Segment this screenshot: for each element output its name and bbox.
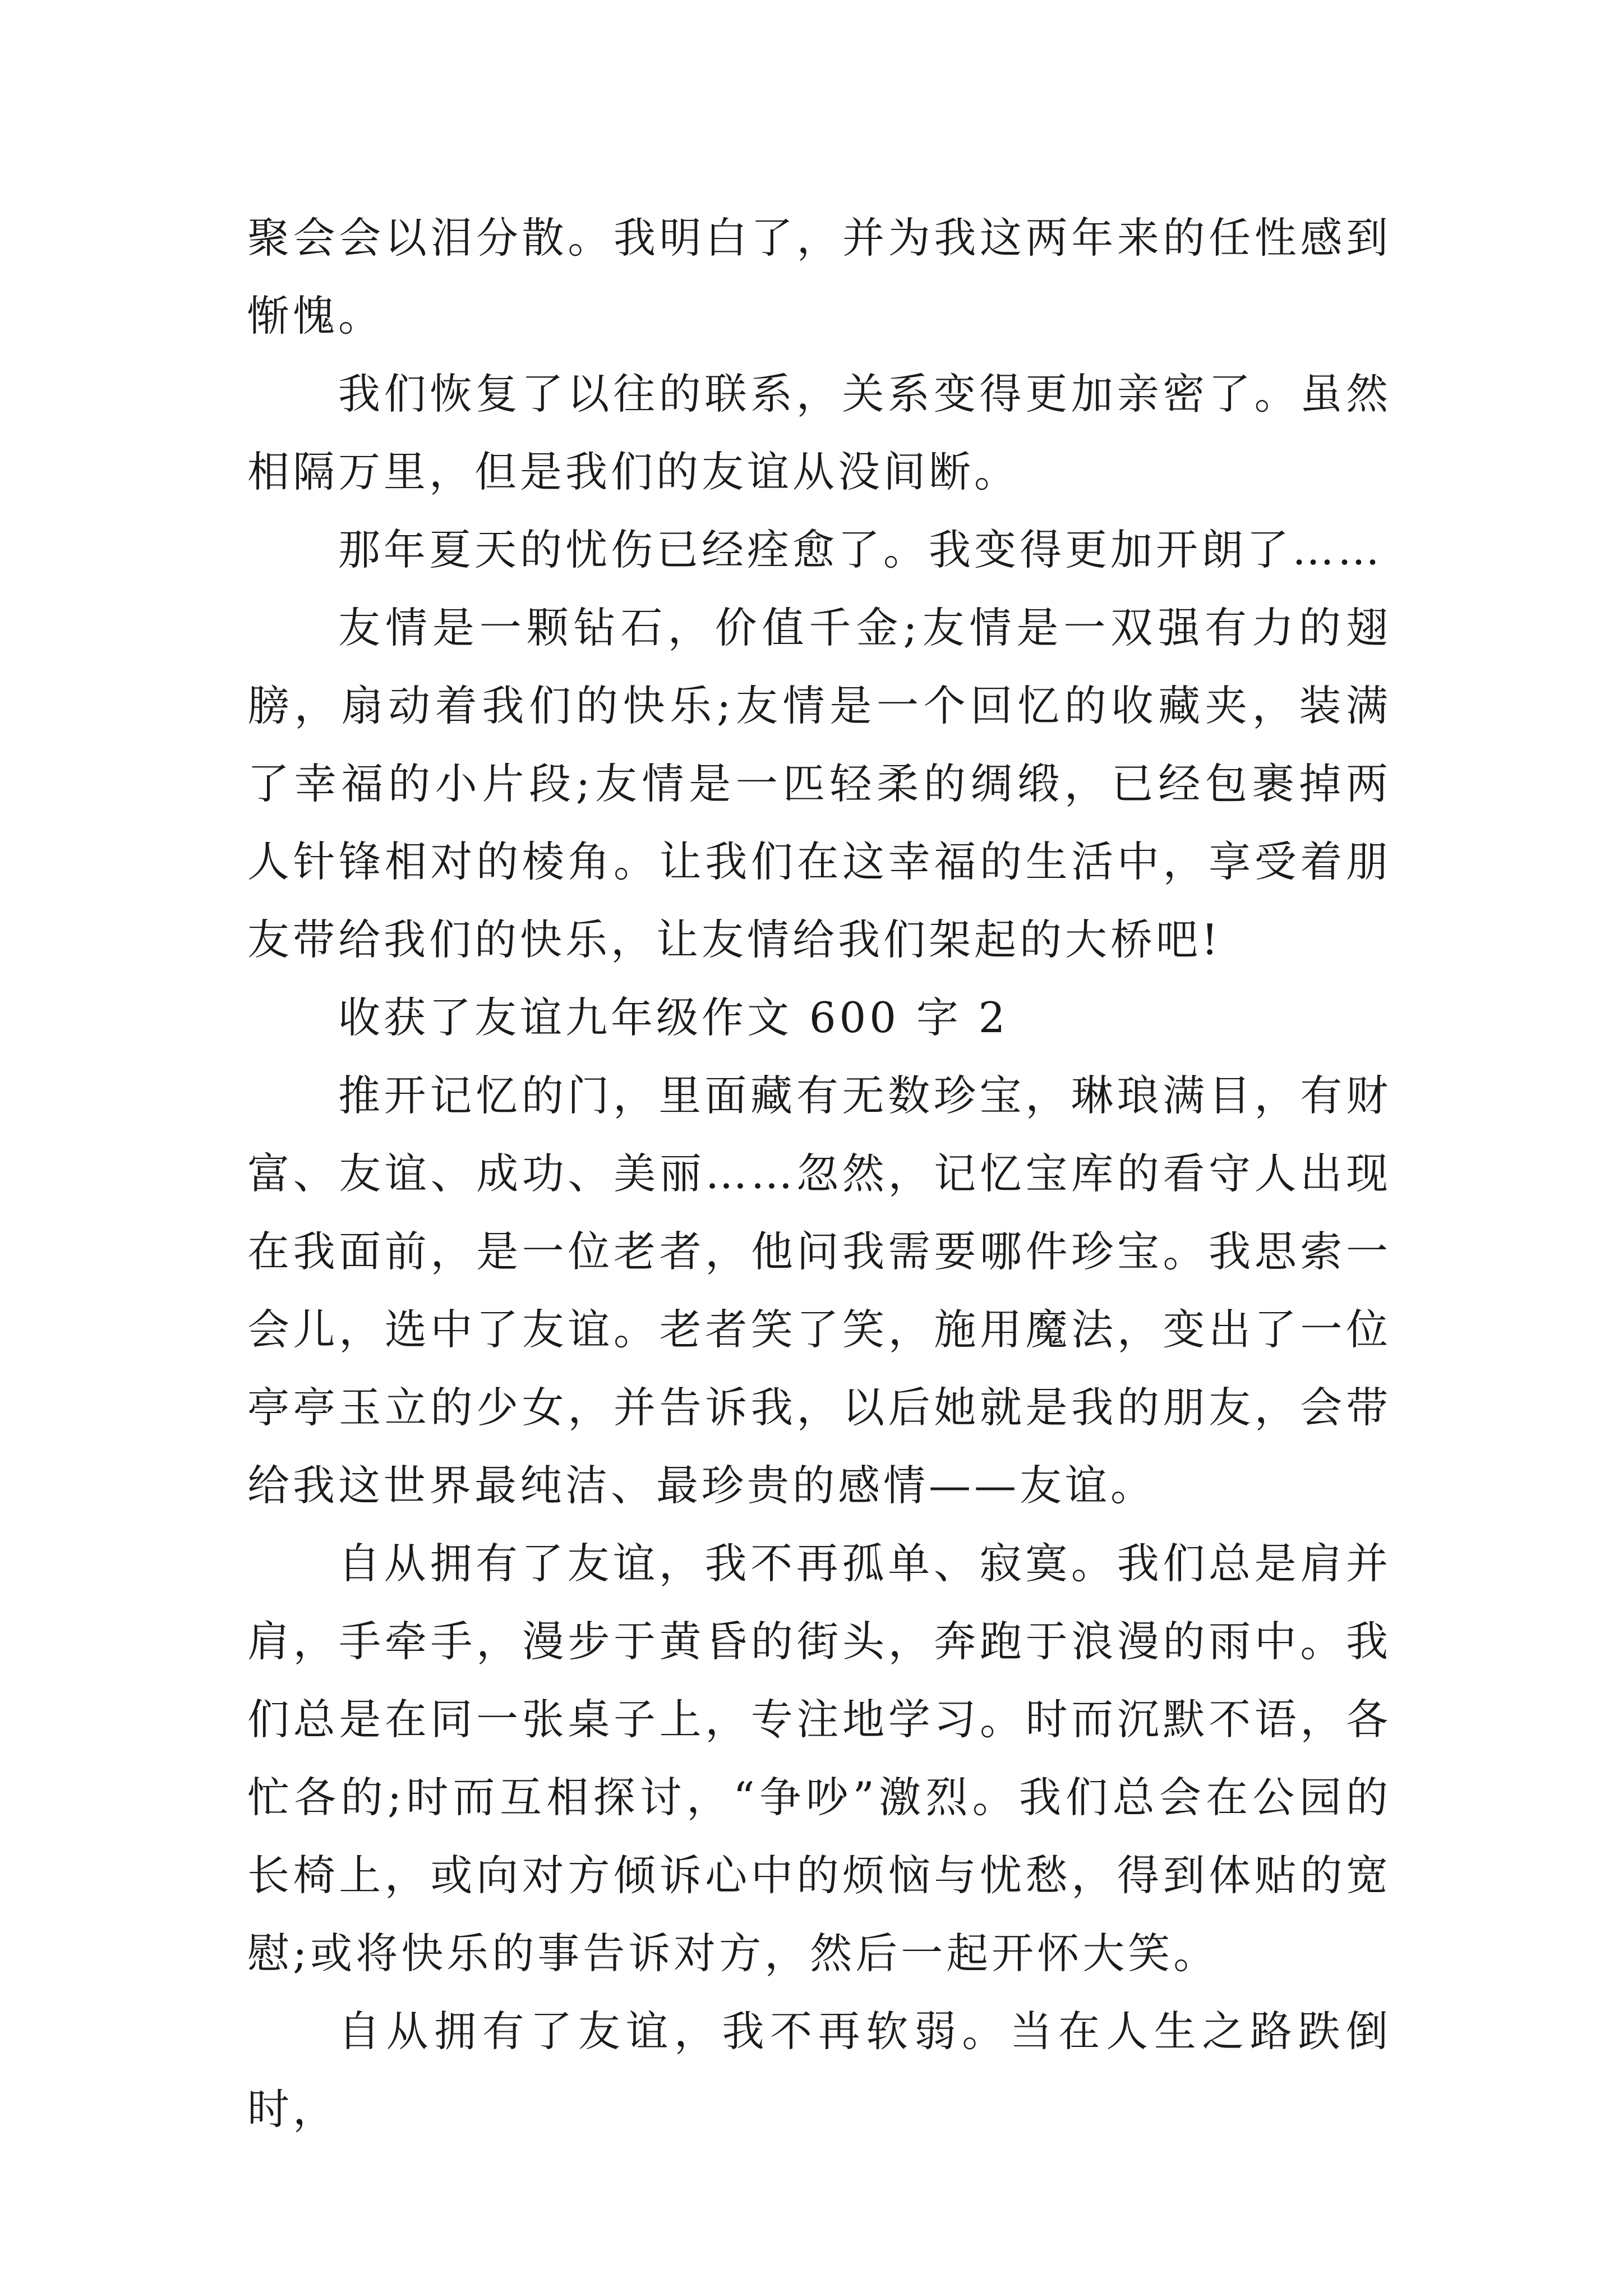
paragraph-6: 自从拥有了友谊，我不再孤单、寂寞。我们总是肩并肩，手牵手，漫步于黄昏的街头，奔跑于浪漫的雨中。我们总是在同一张桌子上，专注地学习。时而沉默不语，各忙各的;时而互相探讨，“争吵”激烈。我们总会在公园的长椅上，或向对方倾诉心中的烦恼与忧愁，得到体贴的宽慰;或将快乐的事告诉对方，然后一起开怀大笑。 [247,1539,1391,1978]
paragraph-2: 我们恢复了以往的联系，关系变得更加亲密了。虽然相隔万里，但是我们的友谊从没间断。 [247,369,1391,496]
paragraph-7: 自从拥有了友谊，我不再软弱。当在人生之路跌倒时， [247,2007,1391,2134]
document-body [247,199,1391,2148]
paragraph-1: 聚会会以泪分散。我明白了，并为我这两年来的任性感到惭愧。 [247,213,1391,341]
paragraph-5: 推开记忆的门，里面藏有无数珍宝，琳琅满目，有财富、友谊、成功、美丽……忽然，记忆宝库的看守人出现在我面前，是一位老者，他问我需要哪件珍宝。我思索一会儿，选中了友谊。老者笑了笑，施用魔法，变出了一位亭亭玉立的少女，并告诉我，以后她就是我的朋友，会带给我这世界最纯洁、最珍贵的感情——友谊。 [247,1071,1391,1510]
section-heading: 收获了友谊九年级作文 600 字 2 [338,993,1009,1042]
paragraph-3: 那年夏天的忧伤已经痊愈了。我变得更加开朗了…… [338,525,1384,574]
paragraph-4: 友情是一颗钻石，价值千金;友情是一双强有力的翅膀，扇动着我们的快乐;友情是一个回忆的收藏夹，装满了幸福的小片段;友情是一匹轻柔的绸缎，已经包裹掉两人针锋相对的棱角。让我们在这幸福的生活中，享受着朋友带给我们的快乐，让友情给我们架起的大桥吧! [247,603,1391,964]
